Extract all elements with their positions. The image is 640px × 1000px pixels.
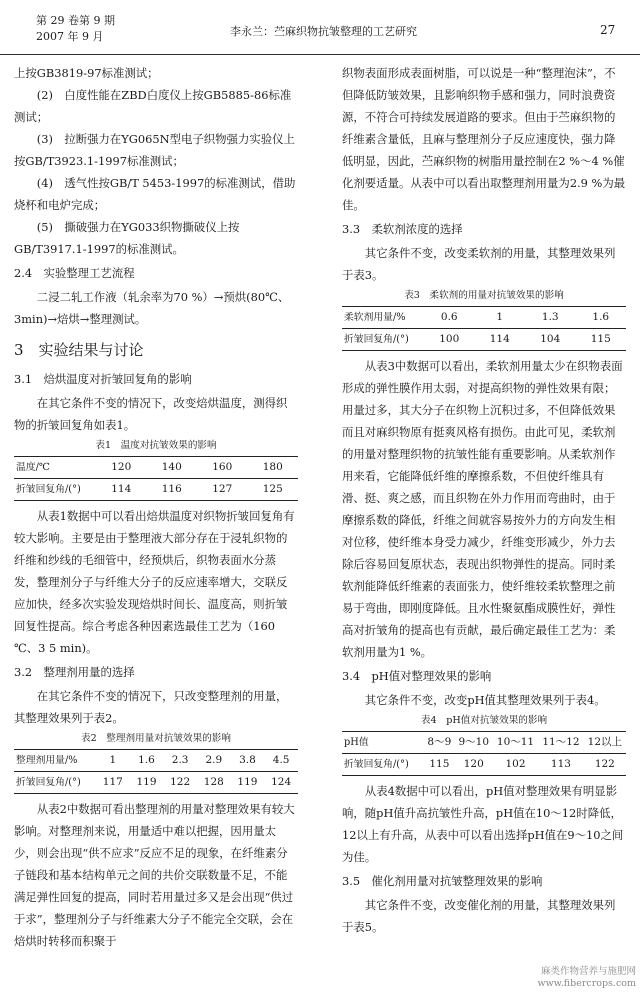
table-cell: 128 <box>203 776 224 788</box>
paragraph: 从表4数据中可以看出，pH值对整理效果有明显影响，随pH值升高抗皱性升高，pH值在10～12时降低，12以上有升高，从表中可以看出选择pH值在9～10之间为佳。 <box>342 784 624 864</box>
paragraph: (2) 白度性能在ZBD白度仪上按GB5885-86标准测试； <box>14 88 292 124</box>
table-cell: 120 <box>96 457 147 479</box>
paragraph: 从表2中数据可看出整理剂的用量对整理效果有较大影响。对整理剂来说，用量适中难以把握，因用量太少，则会出现“供不应求”反应不足的现象，在纤维素分子链段和基本结构单元之间的共价交联数量不足，不能满足弹性回复的提高，同时若用量过多又是会出现“供过于求”，整理剂分子与纤维素大分子不能完全交联，会在焙烘时转移而积聚于 <box>14 802 295 948</box>
table-cell: 127 <box>212 483 233 495</box>
paragraph: 其它条件不变，改变催化剂的用量，其整理效果列于表5。 <box>342 898 616 934</box>
watermark-url: www.fibercrops.com <box>537 978 636 989</box>
paragraph: (3) 拉断强力在YG065N型电子织物强力实验仪上按GB/T3923.1-1997标准测试； <box>14 132 295 168</box>
table-cell: pH值 <box>342 732 424 754</box>
section-heading: 3.4 pH值对整理效果的影响 <box>342 669 492 683</box>
table-cell: 114 <box>111 483 132 495</box>
table-cell: 117 <box>102 776 123 788</box>
paragraph: 在其它条件不变的情况下，改变焙烘温度，测得织物的折皱回复角如表1。 <box>14 396 288 432</box>
table-row <box>14 772 298 794</box>
table-cell: 8～9 <box>424 732 455 754</box>
table-cell: 100 <box>439 333 460 345</box>
journal-date: 2007 年 9 月 <box>36 30 104 43</box>
table-cell: 1.3 <box>525 307 576 329</box>
right-column <box>342 62 626 938</box>
table-cell: 柔软剂用量/% <box>342 307 424 329</box>
table-cell: 折皱回复角/(°) <box>16 484 81 495</box>
table-cell: 1.6 <box>576 307 627 329</box>
table-cell: 119 <box>136 776 157 788</box>
table-caption: 表1 温度对抗皱效果的影响 <box>95 440 217 451</box>
table-cell: 11～12 <box>538 732 583 754</box>
table-caption: 表3 柔软剂的用量对抗皱效果的影响 <box>404 290 564 301</box>
table-cell: 104 <box>540 333 561 345</box>
table-caption: 表2 整理剂用量对抗皱效果的影响 <box>80 733 231 744</box>
watermark <box>508 966 636 990</box>
table-cell: 140 <box>147 457 198 479</box>
section-heading: 3.2 整理剂用量的选择 <box>14 665 135 679</box>
paragraph: 织物表面形成表面树脂，可以说是一种“整理泡沫”，不但降低防皱效果，且影响织物手感和强力，同时浪费资源，不符合可持续发展道路的要求。但由于苎麻织物的纤维素含量低，且麻与整理剂分子反应速度快，强力降低明显，因此，苎麻织物的树脂用量控制在2 %～4 %催化剂要适量。从表中可以看出取整理剂用量为2.9 %为最佳。 <box>342 66 626 212</box>
paragraph: 在其它条件不变的情况下，只改变整理剂的用量，其整理效果列于表2。 <box>14 689 288 725</box>
table-row <box>342 754 626 776</box>
table-1 <box>14 456 298 501</box>
paragraph: 上按GB3819-97标准测试； <box>14 66 159 80</box>
table-cell: 9～10 <box>455 732 493 754</box>
paragraph: 从表3中数据可以看出，柔软剂用量太少在织物表面形成的弹性膜作用太弱，对提高织物的弹性效果有限；用量过多，其大分子在织物上沉积过多，不但降低效果而且对麻织物原有挺爽风格有损伤。由此可见，柔软剂的用量对整理织物的抗皱性能有重要影响。从柔软剂作用来看，它能降低纤维的摩擦系数，不但使纤维具有滑、挺、爽之感，而且织物在外力作用而弯曲时，由于摩擦系数的降低，纤维之间就容易按外力的方向发生相对位移，使纤维本身受力减少，纤维变形减少，外力去除后容易回复原状态，表现出织物弹性的提高。同时柔软剂能降低纤维素的表面张力，使纤维较柔软整理之前易于弯曲，即刚度降低。且水性聚氨酯成膜性好，弹性高对折皱角的提高也有贡献，最后确定最佳工艺为：柔软剂用量为1 %。 <box>342 359 623 659</box>
table-cell: 10～11 <box>493 732 538 754</box>
table-caption: 表4 pH值对抗皱效果的影响 <box>420 715 548 726</box>
table-cell: 102 <box>505 758 526 770</box>
left-column <box>14 62 298 952</box>
table-cell: 1 <box>96 750 130 772</box>
table-cell: 125 <box>262 483 283 495</box>
table-cell: 1 <box>475 307 526 329</box>
table-cell: 119 <box>237 776 258 788</box>
table-cell: 122 <box>594 758 615 770</box>
section-heading: 3 实验结果与讨论 <box>14 341 144 359</box>
table-cell: 124 <box>271 776 292 788</box>
table-cell: 115 <box>429 758 450 770</box>
table-cell: 折皱回复角/(°) <box>344 759 409 770</box>
table-cell: 116 <box>161 483 182 495</box>
table-row <box>342 732 626 754</box>
table-cell: 2.3 <box>163 750 197 772</box>
table-cell: 122 <box>170 776 191 788</box>
section-heading: 3.3 柔软剂浓度的选择 <box>342 222 463 236</box>
paragraph: 其它条件不变，改变柔软剂的用量，其整理效果列于表3。 <box>342 246 616 282</box>
table-4 <box>342 731 626 776</box>
section-heading: 3.1 焙烘温度对折皱回复角的影响 <box>14 372 192 386</box>
table-cell: 折皱回复角/(°) <box>16 777 81 788</box>
table-cell: 3.8 <box>231 750 265 772</box>
section-heading: 2.4 实验整理工艺流程 <box>14 266 135 280</box>
table-cell: 113 <box>550 758 571 770</box>
paragraph: (4) 透气性按GB/T 5453-1997的标准测试，借助烧杯和电炉完成； <box>14 176 296 212</box>
page-header <box>0 0 640 55</box>
table-row <box>342 307 626 329</box>
table-cell: 120 <box>463 758 484 770</box>
table-cell: 4.5 <box>264 750 298 772</box>
table-cell: 0.6 <box>424 307 475 329</box>
table-cell: 1.6 <box>130 750 164 772</box>
table-row <box>342 329 626 351</box>
table-2 <box>14 749 298 794</box>
section-heading: 3.5 催化剂用量对抗皱整理效果的影响 <box>342 874 543 888</box>
page-number: 27 <box>600 23 616 37</box>
running-title: 李永兰：苎麻织物抗皱整理的工艺研究 <box>230 25 417 38</box>
table-cell: 12以上 <box>584 732 626 754</box>
table-cell: 温度/℃ <box>14 457 96 479</box>
table-cell: 180 <box>248 457 299 479</box>
table-cell: 折皱回复角/(°) <box>344 334 409 345</box>
table-row <box>14 479 298 501</box>
table-cell: 114 <box>489 333 510 345</box>
table-cell: 160 <box>197 457 248 479</box>
table-row <box>14 457 298 479</box>
paragraph: (5) 撕破强力在YG033织物撕破仪上按GB/T3917.1-1997的标准测试。 <box>14 220 240 256</box>
watermark-text: 麻类作物营养与施肥网 <box>540 966 636 977</box>
journal-volume: 第 29 卷第 9 期 <box>36 14 115 27</box>
table-3 <box>342 306 626 351</box>
table-cell: 115 <box>590 333 611 345</box>
table-cell: 2.9 <box>197 750 231 772</box>
paragraph: 其它条件不变，改变pH值其整理效果列于表4。 <box>364 693 606 707</box>
table-row <box>14 750 298 772</box>
paragraph: 二浸二轧工作液（轧余率为70 %）→预烘(80℃、3min)→焙烘→整理测试。 <box>14 290 290 326</box>
paragraph: 从表1数据中可以看出焙烘温度对织物折皱回复角有较大影响。主要是由于整理液大部分存在于浸轧织物的纤维和纱线的毛细管中，经预烘后，织物表面水分蒸发，整理剂分子与纤维大分子的反应速率增大，交联反应加快，经多次实验发现焙烘时间长、温度高，则折皱回复性提高。综合考虑各种因素选最佳工艺为（160 ℃、3 5 min)。 <box>14 509 295 655</box>
table-cell: 整理剂用量/% <box>14 750 96 772</box>
